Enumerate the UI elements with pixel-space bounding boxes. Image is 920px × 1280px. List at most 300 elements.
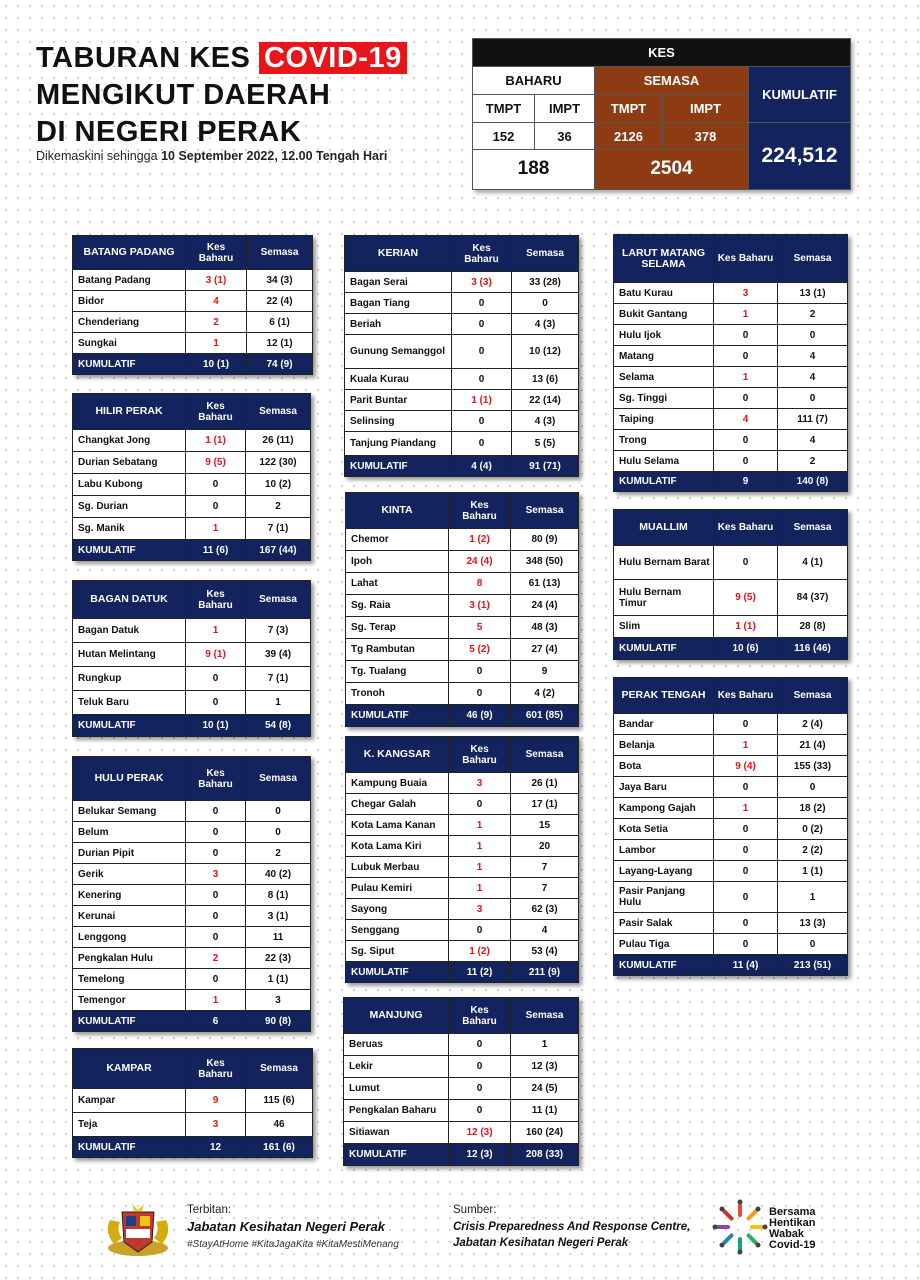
table-row — [344, 1100, 579, 1122]
publisher-name: Jabatan Kesihatan Negeri Perak — [187, 1219, 385, 1234]
campaign-slogan — [769, 1207, 815, 1251]
kes-baharu-value: 0 — [452, 432, 512, 456]
district-header-row — [73, 394, 311, 430]
kes-baharu-value: 0 — [452, 369, 512, 390]
table-row — [614, 840, 848, 861]
kes-baharu-value: 0 — [714, 325, 778, 346]
semasa-value: 3 — [246, 990, 311, 1011]
semasa-value: 4 (2) — [511, 683, 579, 705]
table-row — [345, 272, 579, 293]
area-name: Pulau Tiga — [614, 934, 714, 955]
kumulatif-semasa-value: 116 (46) — [778, 638, 848, 660]
table-row — [73, 667, 311, 691]
area-name: Kampung Buaia — [346, 773, 449, 794]
area-name: Selinsing — [345, 411, 452, 432]
area-name: Belum — [73, 822, 186, 843]
page-title — [36, 40, 407, 151]
table-row — [346, 683, 579, 705]
kes-baharu-value: 1 (2) — [449, 529, 511, 551]
kes-baharu-value: 0 — [186, 927, 246, 948]
col-kes-baharu: Kes Baharu — [186, 1049, 246, 1089]
area-name: Lumut — [344, 1078, 449, 1100]
district-table-hulu-perak — [72, 756, 311, 1032]
area-name: Sg. Durian — [73, 496, 186, 518]
district-table-kinta — [345, 492, 579, 727]
kes-baharu-value: 3 (1) — [186, 270, 247, 291]
table-row — [73, 619, 311, 643]
semasa-value: 2 — [778, 304, 848, 325]
area-name: Beriah — [345, 314, 452, 335]
table-row — [344, 1056, 579, 1078]
district-table-batang-padang — [72, 235, 313, 375]
area-name: Kuala Kurau — [345, 369, 452, 390]
table-row — [345, 411, 579, 432]
col-semasa: Semasa — [247, 236, 313, 270]
col-semasa: Semasa — [778, 235, 848, 283]
semasa-value: 7 (1) — [246, 667, 311, 691]
area-name: Taiping — [614, 409, 714, 430]
kumulatif-label: KUMULATIF — [346, 705, 449, 727]
kes-baharu-value: 0 — [186, 822, 246, 843]
table-row — [73, 969, 311, 990]
area-name: Ipoh — [346, 551, 449, 573]
table-row — [346, 551, 579, 573]
kes-baharu-value: 3 — [186, 1113, 246, 1137]
kes-baharu-value: 24 (4) — [449, 551, 511, 573]
table-row — [614, 546, 848, 580]
table-row — [345, 293, 579, 314]
semasa-value: 61 (13) — [511, 573, 579, 595]
col-kes-baharu: Kes Baharu — [714, 510, 778, 546]
col-kes-baharu: Kes Baharu — [449, 998, 511, 1034]
kumulatif-kes-value: 4 (4) — [452, 456, 512, 477]
area-name: Tanjung Piandang — [345, 432, 452, 456]
semasa-value: 1 — [778, 882, 848, 913]
area-name: Chegar Galah — [346, 794, 449, 815]
district-name: PERAK TENGAH — [614, 678, 714, 714]
kes-baharu-value: 1 (1) — [186, 430, 246, 452]
kumulatif-row — [614, 638, 848, 660]
table-row — [345, 390, 579, 411]
semasa-value: 2 (4) — [778, 714, 848, 735]
kes-baharu-value: 0 — [449, 1100, 511, 1122]
table-row — [614, 777, 848, 798]
area-name: Lenggong — [73, 927, 186, 948]
area-name: Sungkai — [73, 333, 186, 354]
area-name: Hulu Bernam Barat — [614, 546, 714, 580]
area-name: Kota Lama Kanan — [346, 815, 449, 836]
area-name: Kota Setia — [614, 819, 714, 840]
semasa-value: 160 (24) — [511, 1122, 579, 1144]
semasa-value: 46 — [246, 1113, 313, 1137]
district-header-row — [614, 510, 848, 546]
area-name: Slim — [614, 616, 714, 638]
district-table-manjung — [343, 997, 579, 1166]
semasa-value: 8 (1) — [246, 885, 311, 906]
table-row — [614, 934, 848, 955]
area-name: Lahat — [346, 573, 449, 595]
semasa-value: 2 — [246, 496, 311, 518]
semasa-value: 4 (1) — [778, 546, 848, 580]
kes-baharu-value: 0 — [714, 546, 778, 580]
district-header-row — [345, 236, 579, 272]
area-name: Hulu Bernam Timur — [614, 580, 714, 616]
campaign-line2: Hentikan — [769, 1217, 816, 1229]
area-name: Bagan Serai — [345, 272, 452, 293]
update-date: 10 September 2022, 12.00 Tengah Hari — [161, 149, 388, 163]
summary-semasa-impt: 378 — [663, 123, 749, 150]
semasa-value: 48 (3) — [511, 617, 579, 639]
semasa-value: 0 — [778, 777, 848, 798]
kes-baharu-value: 0 — [186, 906, 246, 927]
table-row — [346, 899, 579, 920]
table-row — [614, 580, 848, 616]
summary-baharu-header: BAHARU — [473, 66, 595, 95]
campaign-line1: Bersama — [769, 1206, 816, 1218]
semasa-value: 9 — [511, 661, 579, 683]
kumulatif-label: KUMULATIF — [73, 1137, 186, 1158]
kes-baharu-value: 0 — [714, 777, 778, 798]
kes-baharu-value: 1 — [186, 990, 246, 1011]
kes-baharu-value: 3 — [449, 899, 511, 920]
kumulatif-kes-value: 11 (6) — [186, 540, 246, 561]
district-name: BATANG PADANG — [73, 236, 186, 270]
table-row — [346, 920, 579, 941]
table-row — [346, 661, 579, 683]
table-row — [346, 815, 579, 836]
area-name: Pengkalan Baharu — [344, 1100, 449, 1122]
kes-baharu-value: 2 — [186, 948, 246, 969]
table-row — [73, 452, 311, 474]
semasa-value: 4 — [778, 430, 848, 451]
kes-baharu-value: 0 — [449, 920, 511, 941]
campaign-sun-logo-icon — [712, 1199, 768, 1255]
kumulatif-kes-value: 10 (6) — [714, 638, 778, 660]
kes-baharu-value: 9 (5) — [714, 580, 778, 616]
semasa-value: 27 (4) — [511, 639, 579, 661]
area-name: Pengkalan Hulu — [73, 948, 186, 969]
kumulatif-semasa-value: 601 (85) — [511, 705, 579, 727]
kumulatif-semasa-value: 91 (71) — [512, 456, 579, 477]
semasa-value: 34 (3) — [247, 270, 313, 291]
kumulatif-row — [73, 1011, 311, 1032]
table-row — [345, 314, 579, 335]
district-table-bagan-datuk — [72, 580, 311, 737]
table-row — [73, 312, 313, 333]
kes-baharu-value: 0 — [452, 335, 512, 369]
malaysia-crest-icon — [102, 1202, 174, 1262]
kes-baharu-value: 9 (4) — [714, 756, 778, 777]
district-header-row — [73, 757, 311, 801]
area-name: Teja — [73, 1113, 186, 1137]
district-header-row — [346, 493, 579, 529]
semasa-value: 22 (14) — [512, 390, 579, 411]
district-header-row — [346, 737, 579, 773]
area-name: Teluk Baru — [73, 691, 186, 715]
col-kes-baharu: Kes Baharu — [449, 737, 511, 773]
semasa-value: 22 (4) — [247, 291, 313, 312]
area-name: Tg Rambutan — [346, 639, 449, 661]
area-name: Sg. Manik — [73, 518, 186, 540]
kes-baharu-value: 3 — [449, 773, 511, 794]
area-name: Durian Sebatang — [73, 452, 186, 474]
kes-baharu-value: 0 — [452, 411, 512, 432]
semasa-value: 2 — [778, 451, 848, 472]
table-row — [346, 529, 579, 551]
update-prefix: Dikemaskini sehingga — [36, 149, 162, 163]
title-covid-highlight: COVID-19 — [259, 42, 407, 74]
col-semasa: Semasa — [246, 394, 311, 430]
district-table-larut-matang-selama — [613, 234, 848, 492]
campaign-line3: Wabak — [769, 1228, 805, 1240]
summary-kumulatif-total: 224,512 — [749, 123, 851, 190]
semasa-value: 10 (2) — [246, 474, 311, 496]
area-name: Pasir Panjang Hulu — [614, 882, 714, 913]
semasa-value: 3 (1) — [246, 906, 311, 927]
table-row — [73, 691, 311, 715]
area-name: Bidor — [73, 291, 186, 312]
table-row — [346, 617, 579, 639]
kes-baharu-value: 3 (1) — [449, 595, 511, 617]
source-line2: Jabatan Kesihatan Negeri Perak — [453, 1237, 629, 1249]
table-row — [346, 857, 579, 878]
district-name: HILIR PERAK — [73, 394, 186, 430]
kes-baharu-value: 8 — [449, 573, 511, 595]
kes-baharu-value: 0 — [714, 861, 778, 882]
kes-baharu-value: 9 (5) — [186, 452, 246, 474]
semasa-value: 21 (4) — [778, 735, 848, 756]
area-name: Parit Buntar — [345, 390, 452, 411]
kumulatif-kes-value: 6 — [186, 1011, 246, 1032]
kumulatif-kes-value: 9 — [714, 472, 778, 492]
table-row — [614, 735, 848, 756]
kumulatif-semasa-value: 54 (8) — [246, 715, 311, 737]
district-name: KINTA — [346, 493, 449, 529]
area-name: Sg. Tinggi — [614, 388, 714, 409]
area-name: Bukit Gantang — [614, 304, 714, 325]
semasa-value: 26 (11) — [246, 430, 311, 452]
kes-baharu-value: 0 — [186, 843, 246, 864]
kes-baharu-value: 1 — [449, 857, 511, 878]
kes-baharu-value: 1 — [186, 518, 246, 540]
semasa-value: 1 (1) — [246, 969, 311, 990]
district-table-k-kangsar — [345, 736, 579, 983]
kes-baharu-value: 4 — [186, 291, 247, 312]
table-row — [614, 346, 848, 367]
district-name: K. KANGSAR — [346, 737, 449, 773]
kes-baharu-value: 1 — [714, 798, 778, 819]
kumulatif-row — [346, 962, 579, 983]
semasa-value: 4 — [778, 346, 848, 367]
area-name: Bagan Tiang — [345, 293, 452, 314]
semasa-value: 22 (3) — [246, 948, 311, 969]
kes-baharu-value: 0 — [714, 388, 778, 409]
col-semasa: Semasa — [511, 493, 579, 529]
district-header-row — [344, 998, 579, 1034]
col-kes-baharu: Kes Baharu — [186, 581, 246, 619]
col-semasa: Semasa — [512, 236, 579, 272]
semasa-value: 0 — [778, 325, 848, 346]
kes-baharu-value: 5 — [449, 617, 511, 639]
semasa-value: 1 (1) — [778, 861, 848, 882]
col-kes-baharu: Kes Baharu — [186, 757, 246, 801]
summary-baharu-impt: 36 — [535, 123, 595, 150]
kes-baharu-value: 0 — [714, 346, 778, 367]
table-row — [614, 616, 848, 638]
kumulatif-label: KUMULATIF — [345, 456, 452, 477]
kumulatif-semasa-value: 213 (51) — [778, 955, 848, 976]
semasa-value: 11 — [246, 927, 311, 948]
area-name: Tronoh — [346, 683, 449, 705]
area-name: Lambor — [614, 840, 714, 861]
kumulatif-row — [73, 540, 311, 561]
col-kes-baharu: Kes Baharu — [714, 235, 778, 283]
table-row — [73, 643, 311, 667]
area-name: Chenderiang — [73, 312, 186, 333]
district-table-kerian — [344, 235, 579, 477]
col-kes-baharu: Kes Baharu — [452, 236, 512, 272]
area-name: Pulau Kemiri — [346, 878, 449, 899]
area-name: Gunung Semanggol — [345, 335, 452, 369]
summary-semasa-tmpt: 2126 — [595, 123, 663, 150]
semasa-value: 0 — [512, 293, 579, 314]
area-name: Rungkup — [73, 667, 186, 691]
kumulatif-label: KUMULATIF — [73, 715, 186, 737]
semasa-value: 15 — [511, 815, 579, 836]
semasa-value: 348 (50) — [511, 551, 579, 573]
semasa-value: 40 (2) — [246, 864, 311, 885]
table-row — [73, 906, 311, 927]
district-name: MUALLIM — [614, 510, 714, 546]
kes-baharu-value: 0 — [186, 667, 246, 691]
semasa-value: 0 — [246, 801, 311, 822]
semasa-value: 4 — [511, 920, 579, 941]
area-name: Trong — [614, 430, 714, 451]
summary-semasa-tmpt-label: TMPT — [595, 95, 663, 123]
kumulatif-label: KUMULATIF — [614, 638, 714, 660]
area-name: Sg. Siput — [346, 941, 449, 962]
semasa-value: 1 — [246, 691, 311, 715]
table-row — [614, 430, 848, 451]
table-row — [344, 1122, 579, 1144]
semasa-value: 7 — [511, 857, 579, 878]
table-row — [73, 474, 311, 496]
title-line1: TABURAN KES — [36, 42, 259, 74]
sumber-label: Sumber: — [453, 1204, 497, 1216]
semasa-value: 6 (1) — [247, 312, 313, 333]
table-row — [73, 822, 311, 843]
area-name: Hutan Melintang — [73, 643, 186, 667]
summary-semasa-header: SEMASA — [595, 66, 749, 95]
kes-baharu-value: 0 — [714, 430, 778, 451]
table-row — [345, 335, 579, 369]
semasa-value: 13 (6) — [512, 369, 579, 390]
kes-baharu-value: 9 (1) — [186, 643, 246, 667]
semasa-value: 12 (3) — [511, 1056, 579, 1078]
area-name: Chemor — [346, 529, 449, 551]
table-row — [73, 291, 313, 312]
kes-baharu-value: 5 (2) — [449, 639, 511, 661]
kes-baharu-value: 1 — [186, 619, 246, 643]
kumulatif-row — [344, 1144, 579, 1166]
table-row — [614, 714, 848, 735]
area-name: Beruas — [344, 1034, 449, 1056]
semasa-value: 26 (1) — [511, 773, 579, 794]
district-table-hilir-perak — [72, 393, 311, 561]
area-name: Belukar Semang — [73, 801, 186, 822]
semasa-value: 17 (1) — [511, 794, 579, 815]
area-name: Bota — [614, 756, 714, 777]
title-line2: MENGIKUT DAERAH — [36, 79, 331, 111]
semasa-value: 2 — [246, 843, 311, 864]
table-row — [73, 496, 311, 518]
table-row — [73, 333, 313, 354]
table-row — [344, 1078, 579, 1100]
kes-baharu-value: 1 (1) — [452, 390, 512, 411]
semasa-value: 53 (4) — [511, 941, 579, 962]
area-name: Matang — [614, 346, 714, 367]
area-name: Hulu Selama — [614, 451, 714, 472]
kumulatif-kes-value: 10 (1) — [186, 354, 247, 375]
kes-baharu-value: 0 — [449, 661, 511, 683]
kumulatif-row — [614, 472, 848, 492]
semasa-value: 11 (1) — [511, 1100, 579, 1122]
semasa-value: 122 (30) — [246, 452, 311, 474]
kumulatif-semasa-value: 140 (8) — [778, 472, 848, 492]
kes-baharu-value: 0 — [452, 293, 512, 314]
col-semasa: Semasa — [511, 998, 579, 1034]
table-row — [73, 518, 311, 540]
area-name: Senggang — [346, 920, 449, 941]
hashtags: #StayAtHome #KitaJagaKita #KitaMestiMenang — [187, 1239, 399, 1250]
table-row — [614, 304, 848, 325]
semasa-value: 12 (1) — [247, 333, 313, 354]
area-name: Batu Kurau — [614, 283, 714, 304]
district-name: LARUT MATANG SELAMA — [614, 235, 714, 283]
table-row — [73, 801, 311, 822]
area-name: Bandar — [614, 714, 714, 735]
kes-baharu-value: 1 — [449, 836, 511, 857]
area-name: Kampong Gajah — [614, 798, 714, 819]
table-row — [346, 573, 579, 595]
area-name: Sg. Terap — [346, 617, 449, 639]
kumulatif-row — [614, 955, 848, 976]
kumulatif-label: KUMULATIF — [73, 354, 186, 375]
area-name: Kampar — [73, 1089, 186, 1113]
area-name: Lekir — [344, 1056, 449, 1078]
area-name: Bagan Datuk — [73, 619, 186, 643]
semasa-value: 13 (3) — [778, 913, 848, 934]
semasa-value: 0 — [778, 934, 848, 955]
summary-baharu-total: 188 — [473, 149, 595, 189]
table-row — [344, 1034, 579, 1056]
area-name: Lubuk Merbau — [346, 857, 449, 878]
col-semasa: Semasa — [778, 510, 848, 546]
summary-baharu-tmpt-label: TMPT — [473, 95, 535, 123]
kumulatif-row — [346, 705, 579, 727]
table-row — [73, 843, 311, 864]
table-row — [346, 941, 579, 962]
table-row — [73, 864, 311, 885]
summary-baharu-impt-label: IMPT — [535, 95, 595, 123]
semasa-value: 111 (7) — [778, 409, 848, 430]
table-row — [73, 990, 311, 1011]
kumulatif-label: KUMULATIF — [614, 472, 714, 492]
district-name: MANJUNG — [344, 998, 449, 1034]
area-name: Batang Padang — [73, 270, 186, 291]
summary-semasa-total: 2504 — [595, 149, 749, 189]
kumulatif-kes-value: 10 (1) — [186, 715, 246, 737]
